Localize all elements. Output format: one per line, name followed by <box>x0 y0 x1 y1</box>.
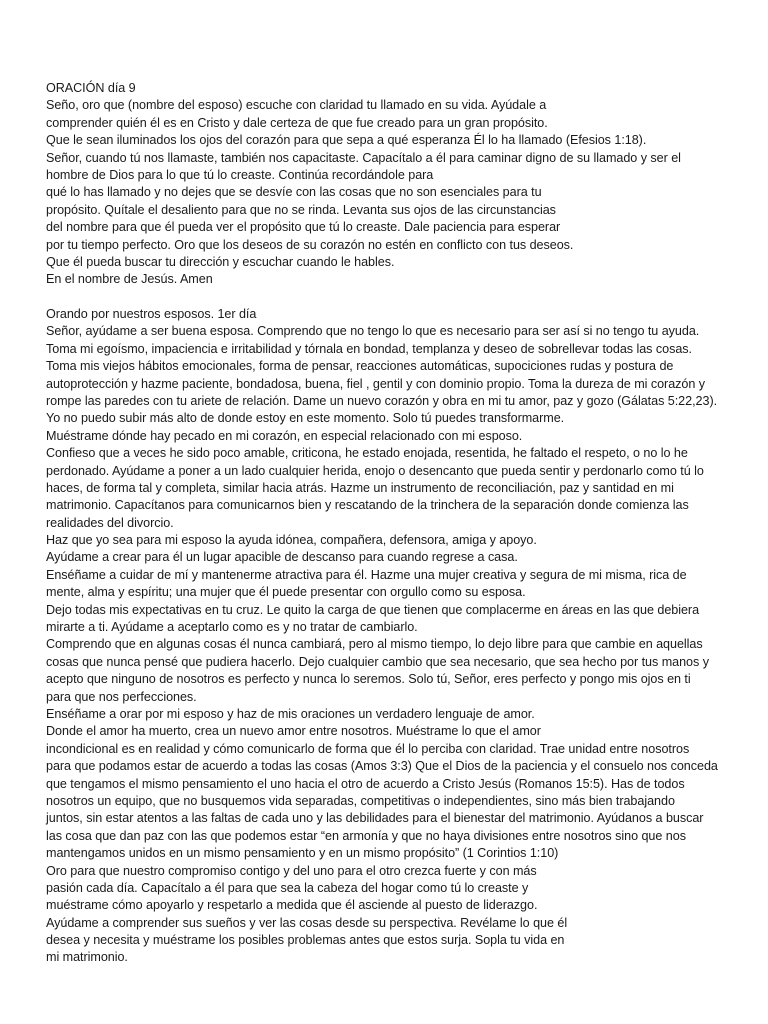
text-line: Señor, cuando tú nos llamaste, también nos capacitaste. Capacítalo a él para caminar digno de su llamado y ser el <box>46 150 681 165</box>
text-line: Señor, ayúdame a ser buena esposa. Comprendo que no tengo lo que es necesario para ser así si no tengo tu ayuda. <box>46 324 700 339</box>
text-line: para que nos perfecciones. <box>46 689 197 704</box>
text-line: acepto que ninguno de nosotros es perfecto y nunca lo seremos. Solo tú, Señor, eres perfecto y pongo mis ojos en ti <box>46 672 691 687</box>
text-line: rompe las paredes con tu ariete de relación. Dame un nuevo corazón y obra en mi tu amor, paz y gozo (Gálatas 5:22,23). <box>46 393 718 408</box>
text-line: Enséñame a cuidar de mí y mantenerme atractiva para él. Hazme una mujer creativa y segura de mi misma, rica de <box>46 567 687 582</box>
text-line: realidades del divorcio. <box>46 515 174 530</box>
text-line: incondicional es en realidad y cómo comunicarlo de forma que él lo perciba con claridad. Trae unidad entre nosotros <box>46 741 690 756</box>
text-line: En el nombre de Jesús. Amen <box>46 272 213 287</box>
text-line: Que le sean iluminados los ojos del corazón para que sepa a qué esperanza Él lo ha llamado (Efesios 1:18). <box>46 133 647 148</box>
text-line: mirarte a ti. Ayúdame a aceptarlo como es y no tratar de cambiarlo. <box>46 620 418 635</box>
text-line: Donde el amor ha muerto, crea un nuevo amor entre nosotros. Muéstrame lo que el amor <box>46 724 541 739</box>
husbands-prayer-day-1-section <box>46 306 748 967</box>
text-line: cosas que nunca pensé que pudiera hacerlo. Dejo cualquier cambio que sea necesario, que sea hecho por tus manos y <box>46 654 709 669</box>
text-line: autoprotección y hazme paciente, bondadosa, buena, fiel , gentil y con dominio propio. Toma la dureza de mi corazón y <box>46 376 705 391</box>
text-line: mi matrimonio. <box>46 950 128 965</box>
text-line: Seño, oro que (nombre del esposo) escuche con claridad tu llamado en su vida. Ayúdale a <box>46 98 547 113</box>
text-line: haces, de forma tal y completa, similar hacia atrás. Hazme un instrumento de reconciliación, paz y santidad en mi <box>46 480 674 495</box>
text-line: mantengamos unidos en un mismo pensamiento y en un mismo propósito” (1 Corintios 1:10) <box>46 846 559 861</box>
text-line: juntos, sin estar atentos a las faltas de cada uno y las debilidades para el bienestar del matrimonio. Ayúdanos a buscar <box>46 811 704 826</box>
section-heading: ORACIÓN día 9 <box>46 81 136 95</box>
text-line: qué lo has llamado y no dejes que se desvíe con las cosas que no son esenciales para tu <box>46 185 542 200</box>
section-heading: Orando por nuestros esposos. 1er día <box>46 307 257 321</box>
text-line: perdonado. Ayúdame a poner a un lado cualquier herida, enojo o desencanto que pueda sentir y perdonarlo como tú lo <box>46 463 704 478</box>
text-line: Haz que yo sea para mi esposo la ayuda idónea, compañera, defensora, amiga y apoyo. <box>46 533 537 548</box>
text-line: Toma mis viejos hábitos emocionales, forma de pensar, reacciones automáticas, supociciones rudas y postura de <box>46 359 674 374</box>
text-line: que tengamos el mismo pensamiento el uno hacia el otro de acuerdo a Cristo Jesús (Romanos 15:5). Has de todos <box>46 776 685 791</box>
text-line: Muéstrame dónde hay pecado en mi corazón, en especial relacionado con mi esposo. <box>46 428 523 443</box>
text-line: Oro para que nuestro compromiso contigo y del uno para el otro crezca fuerte y con más <box>46 863 537 878</box>
text-line: Confieso que a veces he sido poco amable, criticona, he estado enojada, resentida, he faltado el respeto, o no lo he <box>46 446 688 461</box>
text-line: Ayúdame a crear para él un lugar apacible de descanso para cuando regrese a casa. <box>46 550 518 565</box>
text-line: Comprendo que en algunas cosas él nunca cambiará, pero al mismo tiempo, lo dejo libre para que cambie en aquellas <box>46 637 703 652</box>
text-line: nosotros un equipo, que no busquemos vida separadas, competitivas o independientes, sino más bien trabajando <box>46 793 675 808</box>
text-line: mente, alma y espíritu; una mujer que él puede presentar con orgullo como su esposa. <box>46 585 526 600</box>
text-line: Enséñame a orar por mi esposo y haz de mis oraciones un verdadero lenguaje de amor. <box>46 706 535 721</box>
text-line: Toma mi egoísmo, impaciencia e irritabilidad y tórnala en bondad, templanza y deseo de sobrellevar todas las cosas. <box>46 341 692 356</box>
text-line: hombre de Dios para lo que tú lo creaste. Continúa recordándole para <box>46 167 434 182</box>
text-line: del nombre para que él pueda ver el propósito que tú lo creaste. Dale paciencia para esperar <box>46 220 561 235</box>
prayer-day-9-section <box>46 80 748 289</box>
text-line: desea y necesita y muéstrame los posibles problemas antes que estos surja. Sopla tu vida en <box>46 933 565 948</box>
text-line: pasión cada día. Capacítalo a él para que sea la cabeza del hogar como tú lo creaste y <box>46 880 529 895</box>
text-line: Ayúdame a comprender sus sueños y ver las cosas desde su perspectiva. Revélame lo que él <box>46 915 568 930</box>
text-line: matrimonio. Capacítanos para comunicarnos bien y rescatando de la trinchera de la separación donde comienza las <box>46 498 689 513</box>
text-line: muéstrame cómo apoyarlo y respetarlo a medida que él asciende al puesto de liderazgo. <box>46 898 538 913</box>
text-line: Dejo todas mis expectativas en tu cruz. Le quito la carga de que tienen que complacerme en áreas en las que debiera <box>46 602 700 617</box>
text-line: comprender quién él es en Cristo y dale certeza de que fue creado para un gran propósito. <box>46 115 548 130</box>
text-line: las cosa que dan paz con las que podemos estar “en armonía y que no haya divisiones entre nosotros sino que nos <box>46 828 686 843</box>
text-line: por tu tiempo perfecto. Oro que los deseos de su corazón no estén en conflicto con tus deseos. <box>46 237 574 252</box>
text-line: para que podamos estar de acuerdo a todas las cosas (Amos 3:3) Que el Dios de la paciencia y el consuelo nos conceda <box>46 759 718 774</box>
text-line: propósito. Quítale el desaliento para que no se rinda. Levanta sus ojos de las circunstancias <box>46 202 556 217</box>
text-line: Yo no puedo subir más alto de donde estoy en este momento. Solo tú puedes transformarme. <box>46 411 565 426</box>
text-line: Que él pueda buscar tu dirección y escuchar cuando le hables. <box>46 254 395 269</box>
